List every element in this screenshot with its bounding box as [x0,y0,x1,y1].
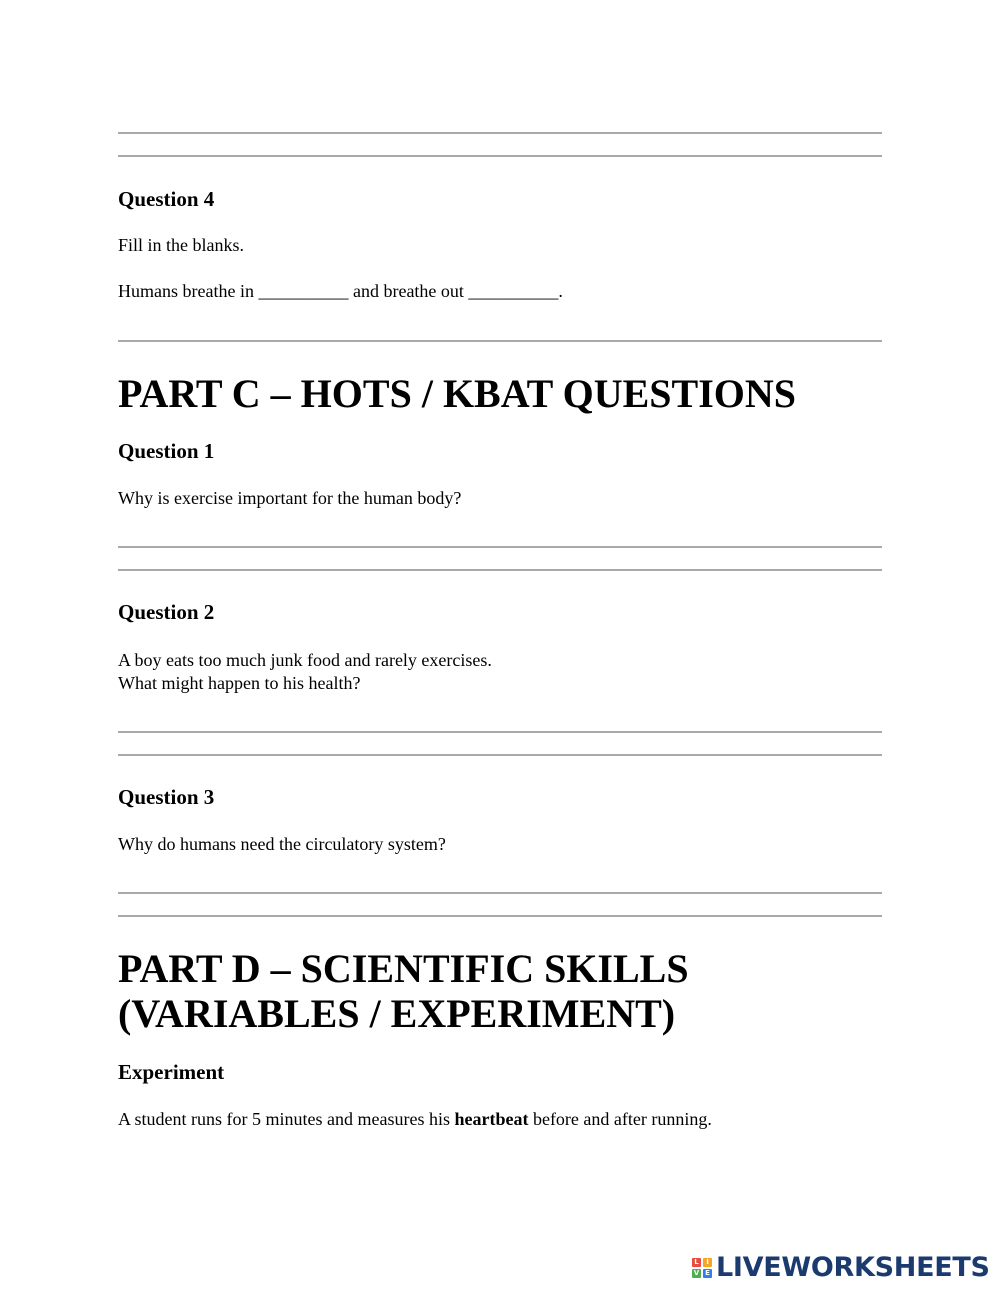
sentence-part: Humans breathe in [118,281,259,301]
part-c-question-2-heading: Question 2 [118,600,215,624]
answer-line[interactable] [118,754,882,756]
answer-line[interactable] [118,155,882,157]
question-4-sentence [118,280,563,303]
logo-tile: V [693,1269,700,1277]
part-c-question-3-text: Why do humans need the circulatory system? [118,834,446,854]
part-c-title: PART C – HOTS / KBAT QUESTIONS [118,371,797,416]
experiment-text-part: before and after running. [528,1109,712,1129]
part-c-question-1-text: Why is exercise important for the human body? [118,488,462,508]
logo-tile: I [703,1258,712,1267]
part-c-question-2-text-line-1: A boy eats too much junk food and rarely exercises. [118,650,492,670]
logo-text: LIVEWORKSHEETS [716,1252,990,1283]
experiment-heading: Experiment [118,1060,225,1084]
logo-tile: E [703,1269,712,1278]
question-4-heading: Question 4 [118,187,215,211]
answer-line[interactable] [118,569,882,571]
part-c-question-3-heading: Question 3 [118,785,215,809]
answer-line[interactable] [118,731,882,733]
question-4-instruction: Fill in the blanks. [118,235,244,255]
liveworksheets-logo [692,1252,990,1284]
logo-tile: L [692,1258,701,1267]
logo-tiles-icon [692,1258,712,1278]
part-d-title-line-1: PART D – SCIENTIFIC SKILLS [118,946,689,991]
part-d-title-line-2: (VARIABLES / EXPERIMENT) [118,991,676,1036]
experiment-text [118,1108,712,1131]
experiment-text-part: A student runs for 5 minutes and measures his [118,1109,455,1129]
answer-line[interactable] [118,132,882,134]
answer-line[interactable] [118,546,882,548]
part-c-question-1-heading: Question 1 [118,439,215,463]
blank-input-2[interactable]: __________ [468,281,559,301]
sentence-part: and breathe out [348,281,469,301]
part-c-question-2-text-line-2: What might happen to his health? [118,673,361,693]
experiment-text-bold: heartbeat [454,1109,529,1129]
blank-input-1[interactable]: __________ [258,281,349,301]
answer-line[interactable] [118,892,882,894]
sentence-part: . [558,281,563,301]
answer-line[interactable] [118,915,882,917]
section-divider [118,340,882,342]
